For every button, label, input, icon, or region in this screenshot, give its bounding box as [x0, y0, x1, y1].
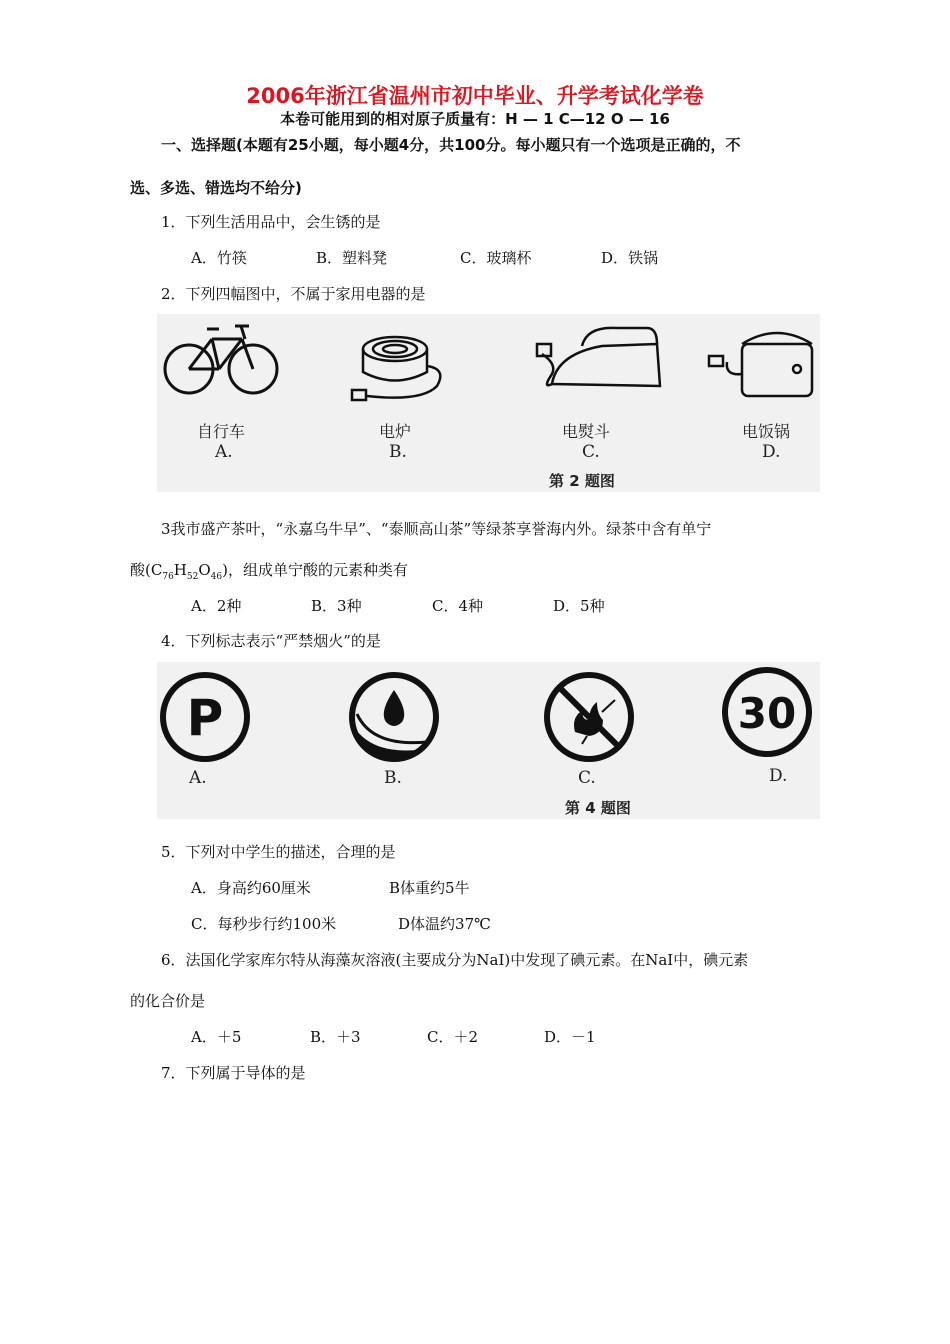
q6-option-a: A．＋5	[191, 1028, 242, 1046]
q5-option-a: A．身高约60厘米	[191, 879, 311, 897]
q2-letter-a: A.	[215, 442, 233, 462]
question-7-stem: 7．下列属于导体的是	[161, 1064, 306, 1082]
q2-letter-c: C.	[582, 442, 600, 462]
q3-sub-oxygen: 46	[210, 572, 223, 582]
q3-option-d: D．5种	[553, 597, 605, 615]
section-heading-line1: 一、选择题(本题有25小题，每小题4分，共100分。每小题只有一个选项是正确的，不	[161, 136, 741, 154]
question-5-stem: 5．下列对中学生的描述，合理的是	[161, 843, 396, 861]
q2-label-a: 自行车	[197, 422, 246, 441]
electric-stove-icon	[352, 337, 440, 400]
q2-label-b: 电炉	[379, 422, 412, 441]
water-saving-sign-icon	[352, 675, 436, 759]
question-6-line1: 6．法国化学家库尔特从海藻灰溶液(主要成分为NaI)中发现了碘元素。在NaI中，碘元素	[161, 951, 749, 969]
q4-letter-b: B.	[384, 768, 402, 788]
question-2-stem: 2．下列四幅图中，不属于家用电器的是	[161, 285, 426, 303]
q2-label-c: 电熨斗	[562, 422, 611, 441]
iron-icon	[537, 328, 660, 386]
q3-option-b: B．3种	[311, 597, 362, 615]
q6-option-b: B．＋3	[310, 1028, 361, 1046]
q4-letter-a: A.	[189, 768, 207, 788]
question-3-line2	[130, 559, 408, 582]
q3-sub-hydrogen: 52	[186, 572, 199, 582]
q3-sub-carbon: 76	[162, 572, 174, 582]
q6-option-d: D．－1	[544, 1028, 596, 1046]
no-fireworks-sign-icon	[547, 675, 631, 759]
q3-text-h: H	[173, 561, 187, 579]
q5-option-c: C．每秒步行约100米	[191, 915, 337, 933]
q3-text-o: O	[198, 561, 211, 579]
q5-option-d: D体温约37℃	[398, 915, 491, 933]
q3-text-post: )，组成单宁酸的元素种类有	[222, 561, 408, 579]
q3-text-pre: 酸(C	[130, 561, 163, 579]
q6-option-c: C．＋2	[427, 1028, 479, 1046]
q4-letter-c: C.	[578, 768, 596, 788]
question-4-stem: 4．下列标志表示“严禁烟火”的是	[161, 632, 381, 650]
speed-limit-number: 30	[737, 689, 797, 738]
parking-sign-letter: P	[186, 689, 224, 747]
figure-q4	[157, 662, 820, 819]
rice-cooker-icon	[709, 333, 812, 396]
question-1-stem: 1．下列生活用品中，会生锈的是	[161, 213, 381, 231]
q1-option-a: A．竹筷	[191, 249, 247, 267]
q5-option-b: B体重约5牛	[389, 879, 470, 897]
q2-figure-caption: 第 2 题图	[549, 472, 615, 490]
page-title: 2006年浙江省温州市初中毕业、升学考试化学卷	[246, 84, 704, 108]
q3-option-a: A．2种	[191, 597, 242, 615]
q2-label-d: 电饭锅	[742, 422, 791, 441]
q3-option-c: C．4种	[432, 597, 484, 615]
q1-option-c: C．玻璃杯	[460, 249, 532, 267]
bicycle-icon	[165, 326, 277, 393]
q2-letter-b: B.	[389, 442, 407, 462]
section-heading-line2: 选、多选、错选均不给分)	[130, 179, 302, 197]
question-3-line1: 3我市盛产茶叶，“永嘉乌牛早”、“泰顺高山茶”等绿茶享誉海内外。绿茶中含有单宁	[161, 520, 712, 538]
q1-option-b: B．塑料凳	[316, 249, 388, 267]
q2-letter-d: D.	[762, 442, 781, 462]
speed-limit-sign-icon	[725, 670, 809, 754]
parking-sign-icon	[163, 675, 247, 759]
figure-q2	[157, 314, 820, 492]
question-6-line2: 的化合价是	[130, 992, 206, 1010]
atomic-mass-note: 本卷可能用到的相对原子质量有：H — 1 C—12 O — 16	[280, 110, 670, 128]
q4-letter-d: D.	[769, 766, 788, 786]
q4-figure-caption: 第 4 题图	[565, 799, 631, 817]
q1-option-d: D．铁锅	[601, 249, 659, 267]
